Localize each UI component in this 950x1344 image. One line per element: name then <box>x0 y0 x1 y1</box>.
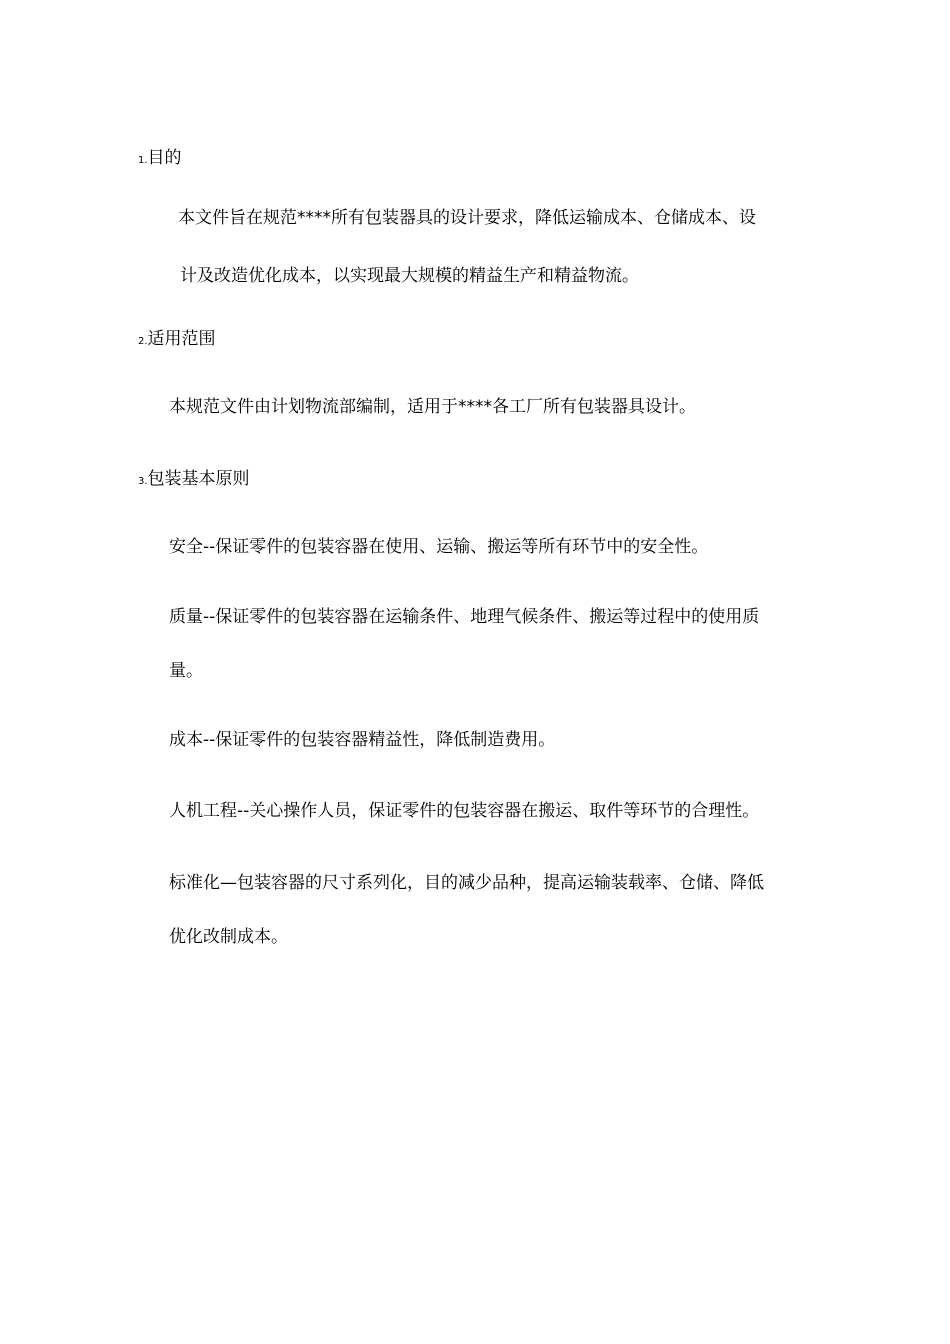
section-title: 适用范围 <box>147 329 216 349</box>
section-title: 包装基本原则 <box>147 469 250 489</box>
principle-quality <box>169 605 849 683</box>
section-2-paragraph <box>169 395 849 419</box>
paragraph-line: 质量--保证零件的包装容器在运输条件、地理气候条件、搬运等过程中的使用质 <box>169 607 760 627</box>
paragraph-line: 成本--保证零件的包装容器精益性，降低制造费用。 <box>169 730 556 750</box>
principle-safety <box>169 535 849 559</box>
section-1-heading <box>138 146 182 173</box>
principle-cost <box>169 728 849 752</box>
principle-standardization <box>169 871 849 949</box>
section-number: 1. <box>138 155 148 166</box>
principle-ergonomics <box>169 799 849 823</box>
section-2-heading <box>138 327 216 354</box>
paragraph-line: 量。 <box>169 661 203 681</box>
paragraph-line: 计及改造优化成本，以实现最大规模的精益生产和精益物流。 <box>180 266 639 286</box>
paragraph-line: 标准化—包装容器的尺寸系列化，目的减少品种，提高运输装载率、仓储、降低 <box>169 873 764 893</box>
paragraph-line: 本规范文件由计划物流部编制，适用于****各工厂所有包装器具设计。 <box>169 397 696 417</box>
section-1-paragraph <box>178 206 858 288</box>
section-title: 目的 <box>147 148 182 168</box>
section-number: 3. <box>138 476 148 487</box>
section-number: 2. <box>138 336 148 347</box>
paragraph-line: 优化改制成本。 <box>169 927 288 947</box>
paragraph-line: 人机工程--关心操作人员，保证零件的包装容器在搬运、取件等环节的合理性。 <box>169 801 760 821</box>
paragraph-line: 安全--保证零件的包装容器在使用、运输、搬运等所有环节中的安全性。 <box>169 537 709 557</box>
paragraph-line: 本文件旨在规范****所有包装器具的设计要求，降低运输成本、仓储成本、设 <box>178 208 756 228</box>
section-3-heading <box>138 467 250 494</box>
